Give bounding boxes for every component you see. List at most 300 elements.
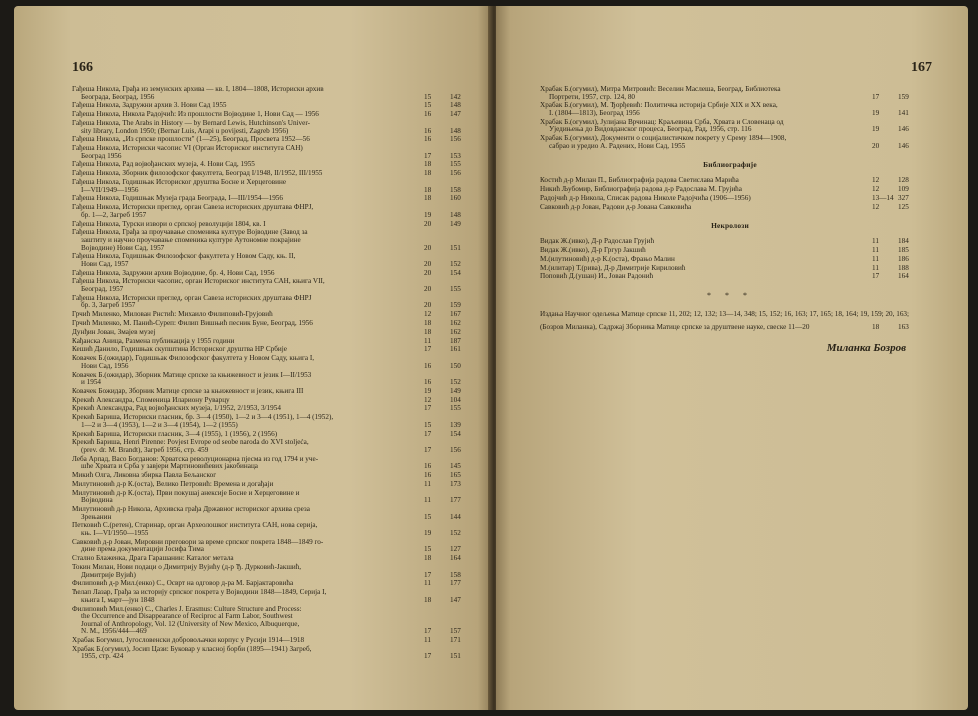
- entry-page: 173: [450, 479, 461, 488]
- entry-volume: 17: [872, 92, 880, 101]
- entry-line: Леба Арпад, Васо Богданов: Хрватска револуционарна пјесма из год 1794 и уче-: [72, 454, 319, 463]
- entry-page: 167: [450, 310, 461, 319]
- entry-line: Милутиновић д-р Никола, Архивска грађа Државног историског архива среза: [72, 505, 310, 514]
- entry-volume: 12: [872, 185, 880, 194]
- entry-text: [540, 135, 872, 150]
- entry-page: 147: [450, 110, 461, 119]
- entry-page: 148: [450, 101, 461, 110]
- entry-line-continued: N. M., 1956/444—469: [81, 627, 147, 636]
- entry-text: [72, 481, 424, 489]
- right-page: [496, 6, 968, 710]
- entry-line: Гађеша Никола, Историски часопис VI (Орган Историског института САН): [72, 144, 303, 153]
- entry-text: [72, 606, 424, 636]
- entry-line: Гађеша Никола, Историски часопис, орган Историског института САН, књига VII,: [72, 277, 325, 286]
- entry-line-continued: sity library, London 1950; (Bernar Luis, Arapi u povijesti, Zagreb 1956): [81, 126, 289, 135]
- entry-line: Токин Милан, Нови подаци о Димитрију Вујићу (д-р Ђ. Дурковић-Јакшић,: [72, 562, 302, 571]
- index-entry: [540, 119, 920, 134]
- index-entry: [540, 186, 920, 194]
- entry-text: [540, 247, 872, 255]
- entry-volume: 19: [872, 125, 880, 134]
- index-entry: [72, 355, 472, 370]
- entry-line: Гађеша Никола, Годишњак Музеја града Београда, I—III/1954—1956: [72, 194, 283, 203]
- entry-page: 147: [450, 595, 461, 604]
- index-entry: [72, 111, 472, 119]
- entry-volume: 17: [424, 404, 432, 413]
- entry-volume: 20: [424, 243, 432, 252]
- entry-line: Ковачек Б.(ожидар), Зборник Матице српске за књижевност и језик I—II/1953: [72, 370, 312, 379]
- entry-line: Радојчић д-р Никола, Списак радова Николе Радојчића (1906—1956): [540, 193, 751, 202]
- entry-page: 150: [450, 361, 461, 370]
- index-entry: [72, 372, 472, 387]
- entry-line: Ковачек Божидар, Зборник Матице српске за књижевност и језик, књига III: [72, 386, 304, 395]
- entry-volume: 11: [872, 254, 879, 263]
- entry-page: 154: [450, 429, 461, 438]
- entry-volume: 11: [424, 336, 431, 345]
- entry-line: Стално Блаженка, Драга Гарашанин: Каталог метала: [72, 554, 234, 563]
- entry-line: Гађеша Никола, Годишњак Историског друштва Босне и Херцеговине: [72, 178, 287, 187]
- entry-line: Поповић Д.(ушан) И., Јован Радонић: [540, 272, 654, 281]
- entry-line: Гађеша Никола, Рад војвођанских музеја, 4. Нови Сад, 1955: [72, 160, 255, 169]
- entry-line: Крекић Александра, Рад војвођанских музеја, 1/1952, 2/1953, 3/1954: [72, 404, 281, 413]
- necrology-entries: [540, 238, 920, 281]
- index-entry: [72, 120, 472, 135]
- entry-line: Микић Олга, Ликовна збирка Павла Бељанског: [72, 471, 217, 480]
- entry-line-continued: Димитрије Вујић): [81, 570, 136, 579]
- page-number-left: 166: [72, 60, 93, 75]
- index-entry: [72, 522, 472, 537]
- entry-text: [72, 204, 424, 219]
- index-entry: [72, 195, 472, 203]
- entry-page: 156: [450, 135, 461, 144]
- index-entry: [72, 329, 472, 337]
- entry-line: Дунђин Јован, Змајев музеј: [72, 327, 156, 336]
- index-entry: [72, 179, 472, 194]
- index-entry: [72, 161, 472, 169]
- entry-line-continued: и 1954: [81, 378, 102, 387]
- entry-page: 158: [450, 570, 461, 579]
- entry-text: [72, 161, 424, 169]
- entry-page: 158: [450, 185, 461, 194]
- entry-page: 327: [898, 193, 909, 202]
- index-entry: [72, 539, 472, 554]
- entry-line-continued: Војводине) Нови Сад, 1957: [81, 243, 165, 252]
- index-entry: [540, 204, 920, 212]
- page-number-right: 167: [911, 60, 932, 75]
- entry-text: [540, 177, 872, 185]
- entry-text: [72, 539, 424, 554]
- entry-line: Грчић Миленко, М. Панић-Суреп: Филип Вишњић песник Буне, Београд, 1956: [72, 319, 313, 327]
- entry-volume: 20: [424, 301, 432, 310]
- entry-text: [72, 522, 424, 537]
- entry-line: Храбак Б.(огумил), Јулијана Врчинац: Краљевина Срба, Хрвата и Словенаца од: [540, 117, 784, 126]
- entry-text: [540, 102, 872, 117]
- entry-page: 159: [898, 92, 909, 101]
- entry-text: [540, 195, 872, 203]
- entry-line-continued: the Occurrence and Disappearance of Reciproc al Farm Labor, Southwest: [81, 612, 293, 621]
- entry-page: 177: [450, 579, 461, 588]
- index-entry: [72, 589, 472, 604]
- entry-volume: 20: [424, 259, 432, 268]
- entry-volume: 18: [424, 319, 432, 327]
- entry-line-continued: књига I, март—јун 1848: [81, 595, 155, 604]
- entry-line-continued: I—VII/1949—1956: [81, 185, 139, 194]
- contents-note-text: (Бозров Миланка), Садржај Зборника Матице српске за друштвене науке, свеске 11—20: [540, 323, 810, 332]
- section-heading-bibliography: Библиографије: [703, 160, 757, 170]
- index-entry: [540, 135, 920, 150]
- entry-line-continued: Зрењанин: [81, 512, 112, 521]
- entry-page: 187: [450, 336, 461, 345]
- index-entry: [72, 86, 472, 101]
- entry-text: [72, 278, 424, 293]
- entry-volume: 19: [424, 529, 432, 538]
- entry-line-continued: Нови Сад, 1956: [81, 361, 129, 370]
- entry-volume: 15: [424, 101, 432, 110]
- entry-line: Милутиновић д-р К.(оста), Први покушај анексије Босне и Херцеговине и: [72, 488, 300, 497]
- index-entry: [72, 221, 472, 229]
- entry-page: 125: [898, 202, 909, 211]
- entry-line: Гађеша Никола, Турски извори о српској револуцији 1804, кв. I: [72, 219, 266, 228]
- index-entry: [72, 170, 472, 178]
- entry-line-continued: Београд 1956: [81, 151, 122, 160]
- entry-text: [540, 256, 872, 264]
- entry-text: [72, 270, 424, 278]
- entry-line: Крекић Баришa, Историски гласник, бр. 3—4 (1950), 1—2 и 3—4 (1951), 1—4 (1952),: [72, 413, 334, 422]
- bibliography-entries: [540, 177, 920, 211]
- entry-volume: 19: [872, 108, 880, 117]
- entry-line: Филиповић д-р Мил.(енко) С., Осврт на одговор д-ра М. Барјактаровића: [72, 579, 294, 588]
- entry-volume: 13—14: [872, 193, 894, 202]
- entry-volume: 18: [424, 169, 432, 178]
- index-entry: [540, 247, 920, 255]
- entry-line-continued: I. (1804—1813), Београд 1956: [549, 108, 640, 117]
- entry-volume: 11: [872, 263, 879, 272]
- entry-volume: 17: [424, 151, 432, 160]
- entry-page: 148: [450, 210, 461, 219]
- entry-page: 146: [898, 125, 909, 134]
- entry-line: Кешић Данило, Годишњак скупштина Историског друштва НР Србије: [72, 345, 287, 354]
- entry-text: [72, 295, 424, 310]
- entry-line: Храбак Б.(огумил), Јосип Цази: Буковар у класној борби (1895—1941) Загреб,: [72, 644, 312, 653]
- entry-page: 155: [450, 285, 461, 294]
- entry-page: 165: [450, 471, 461, 480]
- entry-page: 157: [450, 627, 461, 636]
- entry-line-continued: бр. 3, Загреб 1957: [81, 301, 136, 310]
- index-entry: [72, 456, 472, 471]
- entry-volume: 16: [424, 471, 432, 480]
- entry-text: [72, 221, 424, 229]
- entry-text: [72, 338, 424, 346]
- entry-text: [72, 456, 424, 471]
- index-entry: [72, 270, 472, 278]
- entry-page: 127: [450, 545, 461, 554]
- entry-line-continued: заштиту и научно проучавање споменика културе Аутономне покрајине: [81, 235, 301, 244]
- entry-volume: 11: [424, 579, 431, 588]
- index-entry: [72, 481, 472, 489]
- entry-line: Савковић д-р Јован, Радови д-р Јована Савковића: [540, 202, 692, 211]
- index-entry: [72, 320, 472, 328]
- section-separator: * * *: [707, 290, 753, 300]
- entry-page: 144: [450, 512, 461, 521]
- entry-text: [72, 490, 424, 505]
- entry-page: 186: [898, 254, 909, 263]
- entry-text: [72, 637, 424, 645]
- entry-line-continued: 1955, стр. 424: [81, 652, 124, 661]
- entry-text: [72, 136, 424, 144]
- entry-page: 162: [450, 319, 461, 327]
- entry-line: Никић Љубомир, Библиографија радова д-р Радослава М. Грујића: [540, 185, 742, 194]
- entry-volume: 12: [424, 310, 432, 319]
- entry-text: [72, 253, 424, 268]
- entry-text: [72, 439, 424, 454]
- index-entry: [72, 564, 472, 579]
- entry-volume: 17: [424, 627, 432, 636]
- entry-text: [72, 195, 424, 203]
- entry-line: Ћелап Лазар, Грађа за историју српског покрета у Војводини 1848—1849, Серија I,: [72, 588, 327, 597]
- entry-line-continued: дине према документацији Јосифа Тима: [81, 545, 204, 554]
- entry-page: 104: [450, 395, 461, 404]
- entry-volume: 17: [424, 445, 432, 454]
- entry-page: 156: [450, 445, 461, 454]
- section-heading-necrology: Некролози: [711, 221, 749, 231]
- entry-page: 159: [450, 301, 461, 310]
- index-entry: [72, 646, 472, 661]
- entry-page: 184: [898, 237, 909, 246]
- entry-text: [72, 564, 424, 579]
- contents-note: [540, 324, 920, 332]
- index-entry: [540, 273, 920, 281]
- entry-line: Гађеша Никола, Зборник филозофског факултета, Београд I/1948, II/1952, III/1955: [72, 169, 323, 178]
- entry-line: Гађеша Никола, Задружни архив 3. Нови Сад 1955: [72, 101, 227, 110]
- index-entry: [72, 278, 472, 293]
- entry-line-continued: књ. I—VI/1950—1955: [81, 529, 149, 538]
- entry-line-continued: Нови Сад, 1957: [81, 259, 129, 268]
- entry-line-continued: (prev. dr. M. Brandt), Загреб 1956, стр. 459: [81, 445, 209, 454]
- entry-volume: 16: [424, 378, 432, 387]
- entry-text: [72, 414, 424, 429]
- entry-volume: 20: [424, 285, 432, 294]
- entry-line: Храбак Богумил, Југословенски добровољачки корпус у Русији 1914—1918: [72, 636, 305, 645]
- index-entry: [72, 431, 472, 439]
- entry-volume: 18: [424, 160, 432, 169]
- entry-line: Видак Ж.(ивко), Д-р Гргур Јакшић: [540, 246, 646, 255]
- contents-note-page: 163: [898, 323, 909, 332]
- entry-volume: 11: [424, 479, 431, 488]
- entry-text: [72, 229, 424, 252]
- author-signature: Миланка Бозров: [826, 341, 906, 354]
- entry-page: 153: [450, 151, 461, 160]
- entry-page: 185: [898, 246, 909, 255]
- index-entry: [72, 311, 472, 319]
- entry-line: Гађеша Никола, Историски преглед, орган Савеза историских друштава ФНРЈ,: [72, 203, 314, 212]
- entry-line: Кађанска Аница, Разменa публикација у 1955 години: [72, 336, 235, 345]
- entry-text: [540, 265, 872, 273]
- entry-page: 164: [450, 554, 461, 563]
- entry-line: Гађеша Никола, Никола Радојчић: Из прошлости Војводине 1, Нови Сад — 1956: [72, 110, 319, 119]
- index-entry: [72, 388, 472, 396]
- index-entry: [72, 555, 472, 563]
- index-entry: [540, 256, 920, 264]
- entry-page: 149: [450, 219, 461, 228]
- entry-page: 141: [898, 108, 909, 117]
- index-entries-right: [540, 86, 920, 354]
- entry-volume: 18: [424, 327, 432, 336]
- entry-line-continued: сабрао и уредио А. Радених, Нови Сад, 1955: [549, 141, 686, 150]
- entry-text: [540, 238, 872, 246]
- entry-line: Крекић Баришa, Henri Pirenne: Povjest Evrope od seobe naroda do XVI stoljeća,: [72, 438, 309, 447]
- entry-volume: 17: [424, 652, 432, 661]
- index-entry: [72, 102, 472, 110]
- entry-line: М.(илутиновић) д-р К.(оста), Фрањо Малин: [540, 254, 675, 263]
- entry-page: 151: [450, 652, 461, 661]
- entry-volume: 15: [424, 420, 432, 429]
- entry-page: 142: [450, 92, 461, 101]
- entry-page: 160: [450, 194, 461, 203]
- entry-text: [72, 145, 424, 160]
- index-entry: [72, 204, 472, 219]
- entry-volume: 20: [872, 141, 880, 150]
- entry-text: [72, 580, 424, 588]
- entry-page: 155: [450, 404, 461, 413]
- entry-page: 109: [898, 185, 909, 194]
- entry-volume: 15: [424, 92, 432, 101]
- entry-line: Храбак Б.(огумил), Митра Митровић: Веселин Маслеша, Београд, Библиотека: [540, 85, 781, 93]
- entry-volume: 17: [424, 429, 432, 438]
- contents-note-volume: 18: [872, 323, 880, 332]
- index-entry: [72, 490, 472, 505]
- entry-text: [72, 506, 424, 521]
- entry-volume: 18: [424, 595, 432, 604]
- index-entry: [72, 253, 472, 268]
- entry-volume: 16: [424, 135, 432, 144]
- entry-line: Гађеша Никола, „Из српске прошлости" (1—25), Београд, Просвета 1952—56: [72, 135, 310, 144]
- entry-page: 156: [450, 169, 461, 178]
- entry-volume: 19: [424, 210, 432, 219]
- entry-text: [72, 102, 424, 110]
- entry-line-continued: Уједињења до Видовданског процеса, Београд, Рад, 1956, стр. 116: [549, 125, 752, 134]
- entry-line: Крекић Александра, Споменица Илариону Руварцу: [72, 395, 230, 404]
- entry-text: [72, 355, 424, 370]
- entry-text: [72, 388, 424, 396]
- entry-line-continued: Војводина: [81, 496, 113, 505]
- entry-line: Петковић С.(ретен), Старинар, орган Археолошког института САН, нова серија,: [72, 521, 318, 530]
- index-entry: [540, 86, 920, 101]
- entry-volume: 11: [872, 237, 879, 246]
- entry-volume: 11: [872, 246, 879, 255]
- entry-text: [72, 329, 424, 337]
- entry-line-continued: Journal of Anthropology, Vol. 12 (University of New Mexico, Albuquerque,: [81, 619, 300, 628]
- entry-volume: 18: [424, 185, 432, 194]
- entry-page: 149: [450, 386, 461, 395]
- entry-line: Филиповић Мил.(енко) С., Charles J. Erasmus: Culture Structure and Process:: [72, 604, 302, 613]
- index-entries-left: [72, 86, 472, 662]
- index-entry: [540, 195, 920, 203]
- entry-line-continued: 1—2 и 3—4 (1953), 1—2 и 3—4 (1954), 1—2 (1955): [81, 420, 238, 429]
- index-entry: [540, 177, 920, 185]
- entry-text: [72, 311, 424, 319]
- entry-text: [72, 397, 424, 405]
- entry-volume: 19: [424, 386, 432, 395]
- index-entry: [72, 580, 472, 588]
- entry-page: 152: [450, 259, 461, 268]
- entry-line: М.(илитар) Т.(рива), Д-р Димитрије Кириловић: [540, 263, 686, 272]
- entry-volume: 12: [424, 395, 432, 404]
- entry-line-continued: Портрети, 1957, стр. 124, 80: [549, 92, 636, 101]
- entry-volume: 15: [424, 545, 432, 554]
- entry-volume: 17: [424, 345, 432, 354]
- entry-text: [72, 179, 424, 194]
- entry-page: 148: [450, 126, 461, 135]
- entry-line: Костић д-р Милан П., Библиографија радова Светислава Марића: [540, 176, 739, 185]
- entry-line: Гађеша Никола, Историски преглед, орган Савеза историских друштава ФНРЈ: [72, 293, 312, 302]
- entry-volume: 16: [424, 110, 432, 119]
- entry-volume: 18: [424, 194, 432, 203]
- entry-text: [72, 431, 424, 439]
- entry-volume: 16: [424, 462, 432, 471]
- entry-volume: 17: [872, 272, 880, 281]
- entry-volume: 11: [424, 636, 431, 645]
- entry-line: Гађеша Никола, The Arabs in History — by Bernard Lewis, Hutchinson's Univer-: [72, 118, 310, 127]
- entry-line: Гађеша Никола, Годишњак Филозофског факултета у Новом Саду, књ. II,: [72, 252, 296, 261]
- entry-page: 177: [450, 496, 461, 505]
- entry-line: Гађеша Никола, Грађа за проучавање споменика културе Војводине (Завод за: [72, 228, 308, 237]
- entry-line: Храбак Б.(огумил), Документи о социјалистичком покрету у Срему 1894—1908,: [540, 134, 787, 143]
- entry-volume: 17: [424, 570, 432, 579]
- index-entry: [540, 238, 920, 246]
- index-entry: [72, 506, 472, 521]
- editions-note: Издања Научног одељења Матице српске 11, 202; 12, 132; 13—14, 348; 15, 152; 16, 163; 17, 165; 18, 164; 19, 159; 20, 163;: [540, 309, 910, 318]
- index-entry: [72, 472, 472, 480]
- entry-text: [72, 555, 424, 563]
- index-entry: [72, 405, 472, 413]
- entry-text: [72, 472, 424, 480]
- entry-text: [72, 111, 424, 119]
- review-entries: [540, 86, 920, 150]
- entry-text: [72, 372, 424, 387]
- entry-line: Видак Ж.(ивко), Д-р Радослав Грујић: [540, 237, 655, 246]
- index-entry: [72, 606, 472, 636]
- entry-page: 164: [898, 272, 909, 281]
- entry-page: 162: [450, 327, 461, 336]
- entry-line: Милутиновић д-р К.(оста), Велико Петровић: Времена и догађаји: [72, 479, 274, 488]
- entry-page: 139: [450, 420, 461, 429]
- entry-line: Крекић Баришa, Историски гласник, 3—4 (1955), 1 (1956), 2 (1956): [72, 429, 278, 438]
- entry-text: [540, 273, 872, 281]
- entry-page: 152: [450, 529, 461, 538]
- entry-text: [72, 346, 424, 354]
- entry-volume: 11: [424, 496, 431, 505]
- index-entry: [72, 136, 472, 144]
- index-entry: [72, 397, 472, 405]
- entry-text: [540, 86, 872, 101]
- entry-line: Храбак Б.(огумил), М. Ђорђевић: Политичка историја Србије XIX и XX века,: [540, 101, 778, 110]
- entry-line-continued: шће Хрвата и Срба у завјери Мартиновићевих јакобинаца: [81, 462, 258, 471]
- entry-page: 151: [450, 243, 461, 252]
- index-entry: [540, 265, 920, 273]
- entry-volume: 12: [872, 176, 880, 185]
- entry-volume: 18: [424, 554, 432, 563]
- entry-volume: 12: [872, 202, 880, 211]
- entry-text: [72, 589, 424, 604]
- index-entry: [72, 338, 472, 346]
- entry-volume: 15: [424, 512, 432, 521]
- entry-volume: 20: [424, 219, 432, 228]
- entry-page: 146: [898, 141, 909, 150]
- entry-text: [72, 120, 424, 135]
- entry-text: [540, 186, 872, 194]
- entry-page: 145: [450, 462, 461, 471]
- index-entry: [72, 346, 472, 354]
- entry-line: Гађеша Никола, Задружни архив Војводине, бр. 4, Нови Сад, 1956: [72, 268, 275, 277]
